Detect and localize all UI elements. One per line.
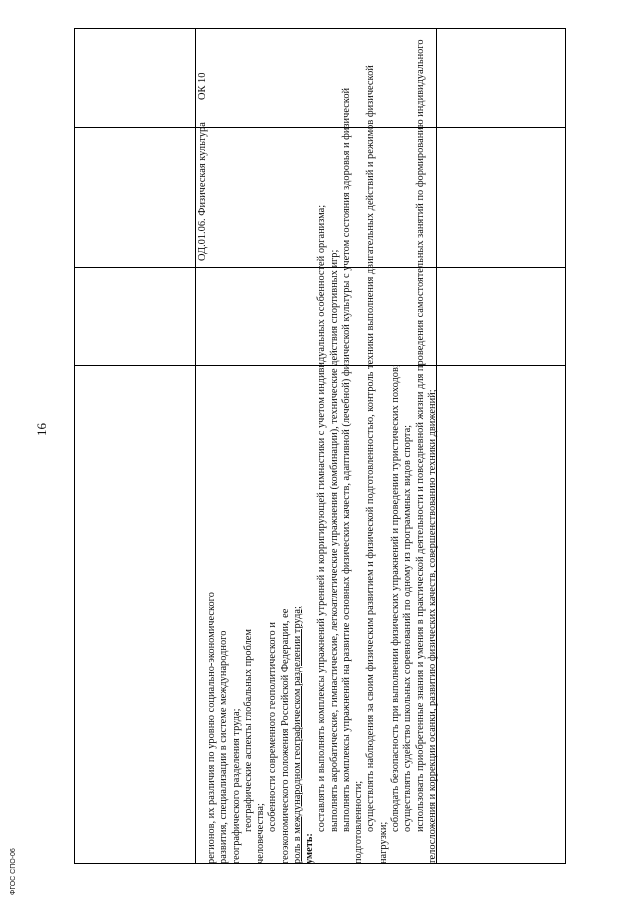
skill-item: выполнять комплексы упражнений на развитие основных физических качеств, адаптивной (лечебной) физической культуры с учетом состояния здоровья и физической подготовленности;	[340, 87, 365, 864]
skill-item: выполнять акробатические, гимнастические, легкоатлетические упражнения (комбинации), технические действия спортивных игр;	[328, 249, 340, 832]
content-line: развития, специализации в системе международного	[218, 630, 230, 864]
content-line: географические аспекты глобальных проблем	[242, 629, 254, 832]
skill-item: осуществлять наблюдения за своим физическим развитием и физической подготовленностью, контроль техники выполнения двигательных действий и режимов физической нагрузки;	[365, 65, 389, 864]
content-line: человечества;	[255, 803, 267, 864]
skill-item: использовать приобретенные знания и умения в практической деятельности и повседневной жизни для проведения самостоятельных занятий по формированию индивидуального телосложения и коррекции осанки, развитию физических качеств, совершенствованию техники движений;	[414, 39, 438, 864]
competence-code: ОК 10	[197, 72, 208, 100]
competence-requirements-text	[206, 28, 536, 864]
skill-item: соблюдать безопасность при выполнении физических упражнений и проведении туристических походов;	[389, 364, 401, 832]
content-line: регионов, их различия по уровню социально-экономического	[206, 592, 217, 864]
table-column-divider	[195, 29, 196, 863]
content-line: геоэкономического положения Российской Федерации, ее	[279, 608, 291, 864]
content-line: географического разделения труда;	[230, 708, 242, 864]
content-line: особенности современного геополитического и	[267, 622, 279, 832]
content-line: роль в международном географическом разделении труда;	[291, 606, 303, 864]
skill-item: осуществлять судейство школьных соревнований по одному из программных видов спорта;	[402, 424, 414, 832]
document-footer: ФГОС СПО-06	[10, 848, 17, 895]
discipline-code: ОД.01.06. Физическая культура	[197, 122, 208, 261]
skill-item: составлять и выполнять комплексы упражнений утренней и корригирующей гимнастики с учетом индивидуальных особенностей организма;	[316, 204, 328, 832]
page-number: 16	[34, 423, 49, 436]
umet-label: уметь:	[304, 833, 316, 864]
